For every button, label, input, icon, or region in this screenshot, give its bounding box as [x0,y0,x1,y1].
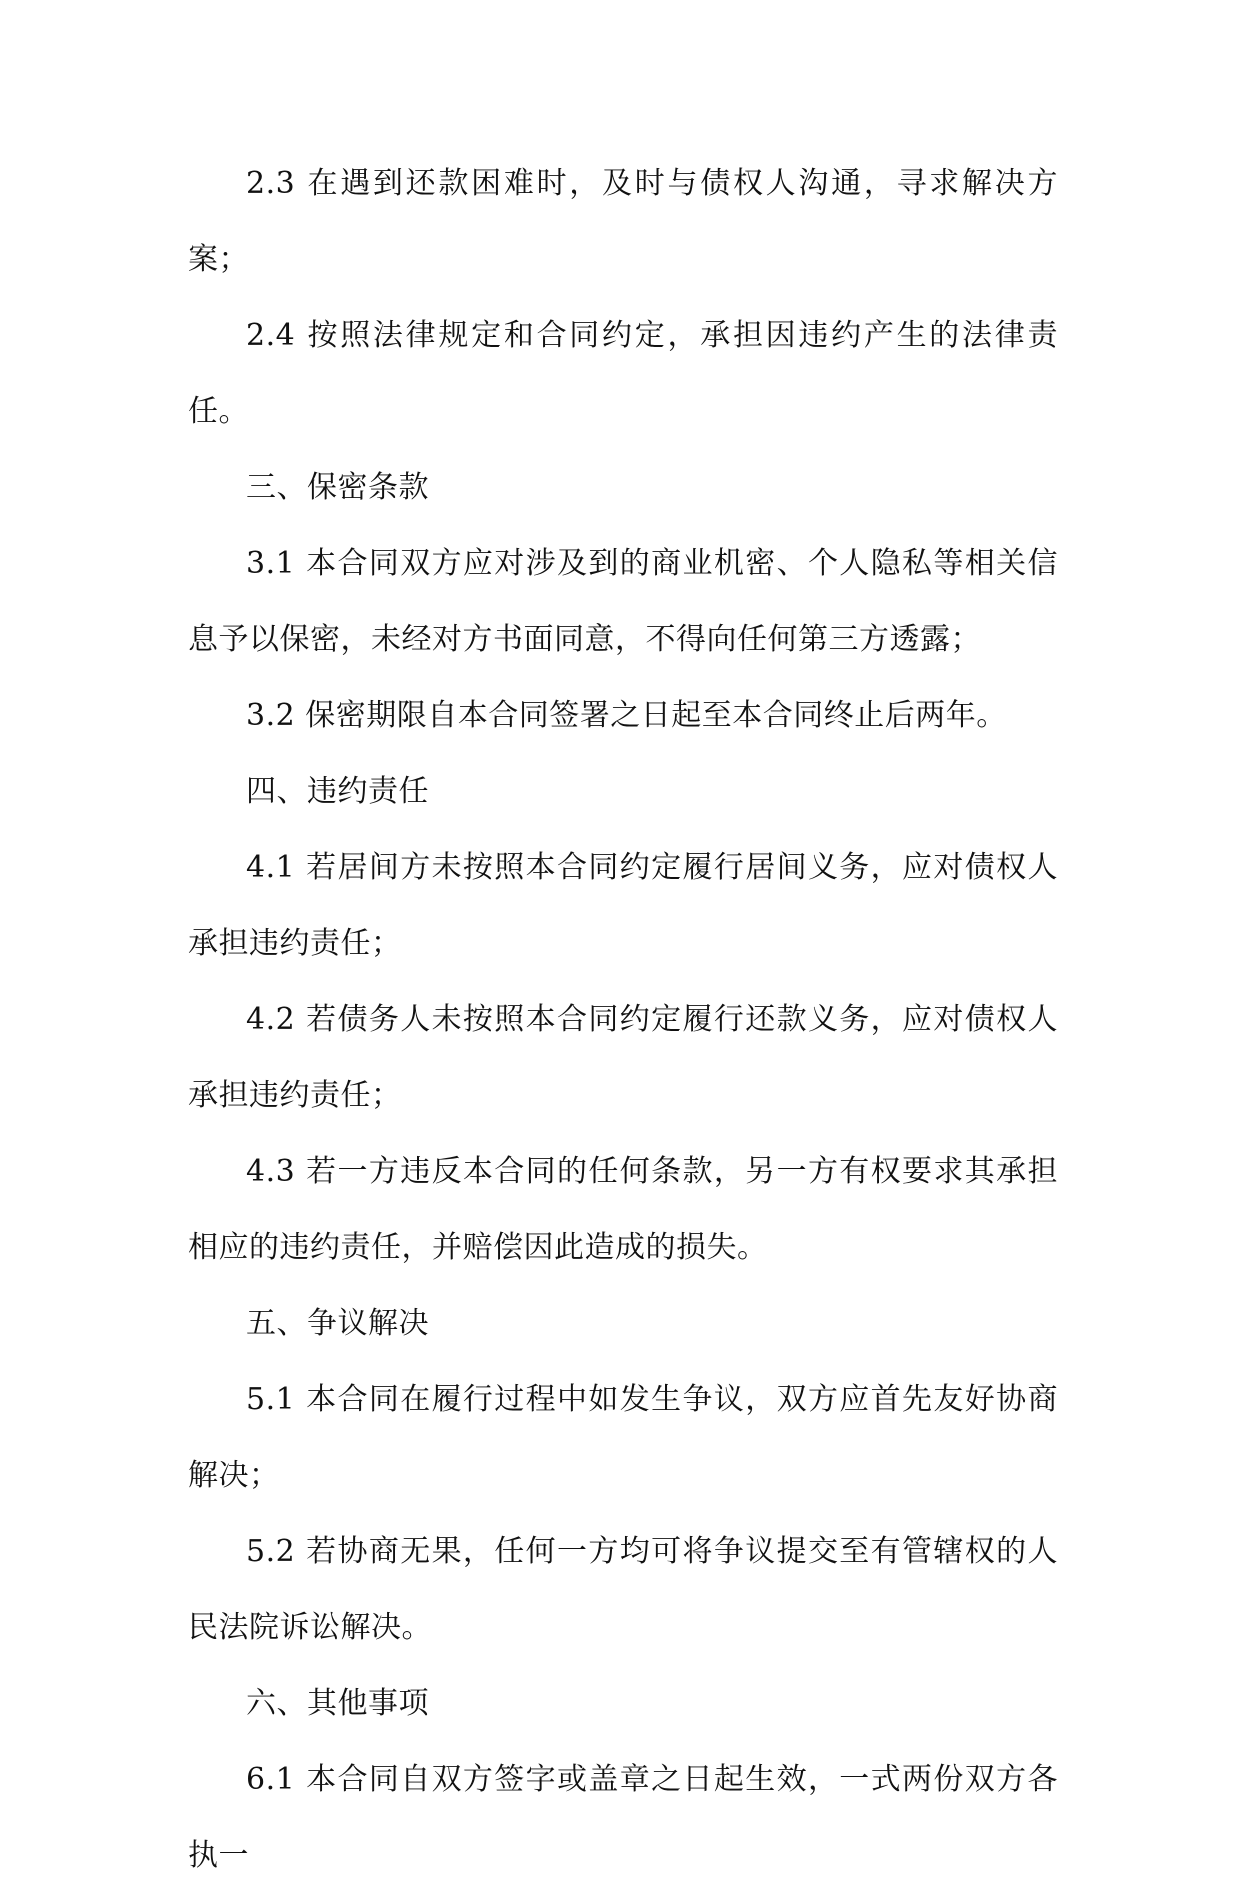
clause-6-1: 6.1 本合同自双方签字或盖章之日起生效，一式两份双方各执一 [188,1762,1058,1873]
clause-5-2: 5.2 若协商无果，任何一方均可将争议提交至有管辖权的人民法院诉讼解决。 [188,1534,1058,1645]
section-heading-liability: 四、违约责任 [246,774,429,809]
clause-5-1: 5.1 本合同在履行过程中如发生争议，双方应首先友好协商解决； [188,1382,1058,1493]
section-heading-dispute: 五、争议解决 [246,1306,429,1341]
clause-4-1: 4.1 若居间方未按照本合同约定履行居间义务，应对债权人承担违约责任； [188,850,1058,961]
document-body [188,146,1058,1894]
clause-4-2: 4.2 若债务人未按照本合同约定履行还款义务，应对债权人承担违约责任； [188,1002,1058,1113]
section-heading-other: 六、其他事项 [246,1686,429,1721]
clause-2-3: 2.3 在遇到还款困难时，及时与债权人沟通，寻求解决方案； [188,166,1058,277]
clause-3-2: 3.2 保密期限自本合同签署之日起至本合同终止后两年。 [246,698,1007,733]
section-heading-confidentiality: 三、保密条款 [246,470,429,505]
clause-2-4: 2.4 按照法律规定和合同约定，承担因违约产生的法律责任。 [188,318,1058,429]
clause-3-1: 3.1 本合同双方应对涉及到的商业机密、个人隐私等相关信息予以保密，未经对方书面同意，不得向任何第三方透露； [188,546,1058,657]
clause-4-3: 4.3 若一方违反本合同的任何条款，另一方有权要求其承担相应的违约责任，并赔偿因此造成的损失。 [188,1154,1058,1265]
